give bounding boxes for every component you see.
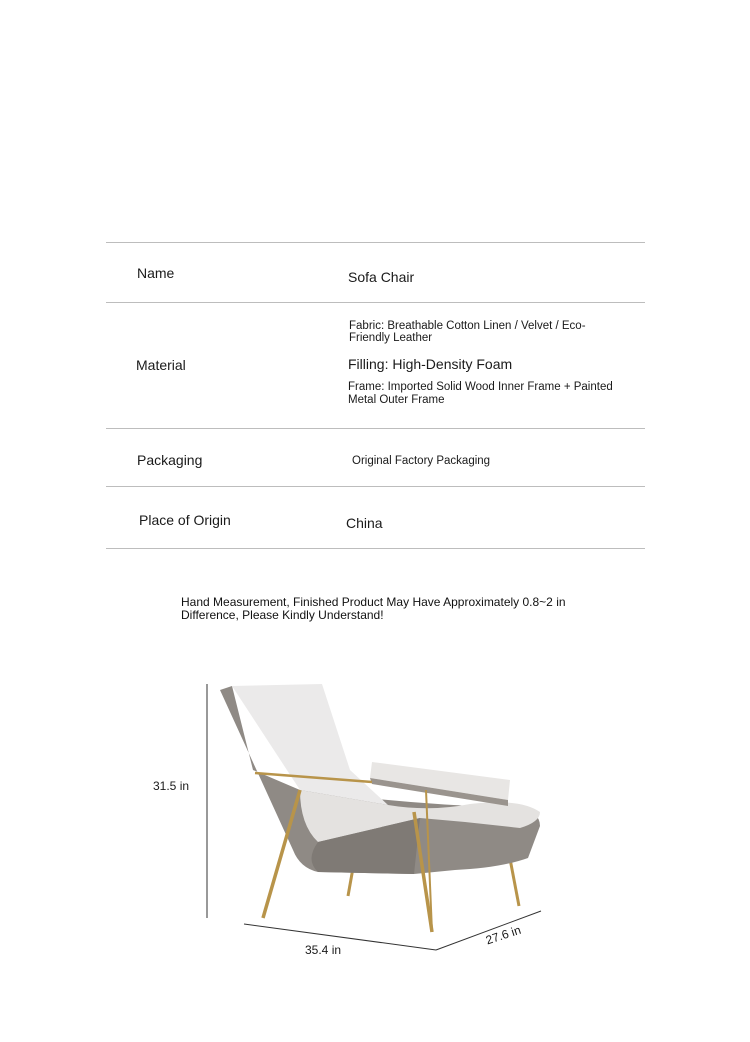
- depth-label: 27.6 in: [484, 922, 523, 948]
- width-label: 35.4 in: [305, 943, 342, 957]
- origin-value: China: [346, 515, 383, 531]
- material-filling: Filling: High-Density Foam: [348, 356, 513, 372]
- origin-label: Place of Origin: [139, 512, 231, 528]
- packaging-value: Original Factory Packaging: [352, 455, 491, 467]
- backrest-cushion: [232, 684, 388, 805]
- name-value: Sofa Chair: [348, 269, 415, 285]
- measurement-note: Hand Measurement, Finished Product May Have Approximately 0.8~2 in Difference, Please Kindly Understand!: [181, 595, 566, 622]
- height-label: 31.5 in: [153, 779, 190, 793]
- material-label: Material: [136, 357, 186, 373]
- name-label: Name: [137, 265, 175, 281]
- material-frame: Frame: Imported Solid Wood Inner Frame + Painted Metal Outer Frame: [348, 381, 613, 406]
- packaging-label: Packaging: [137, 452, 203, 468]
- material-fabric: Fabric: Breathable Cotton Linen / Velvet / Eco-Friendly Leather: [349, 320, 586, 344]
